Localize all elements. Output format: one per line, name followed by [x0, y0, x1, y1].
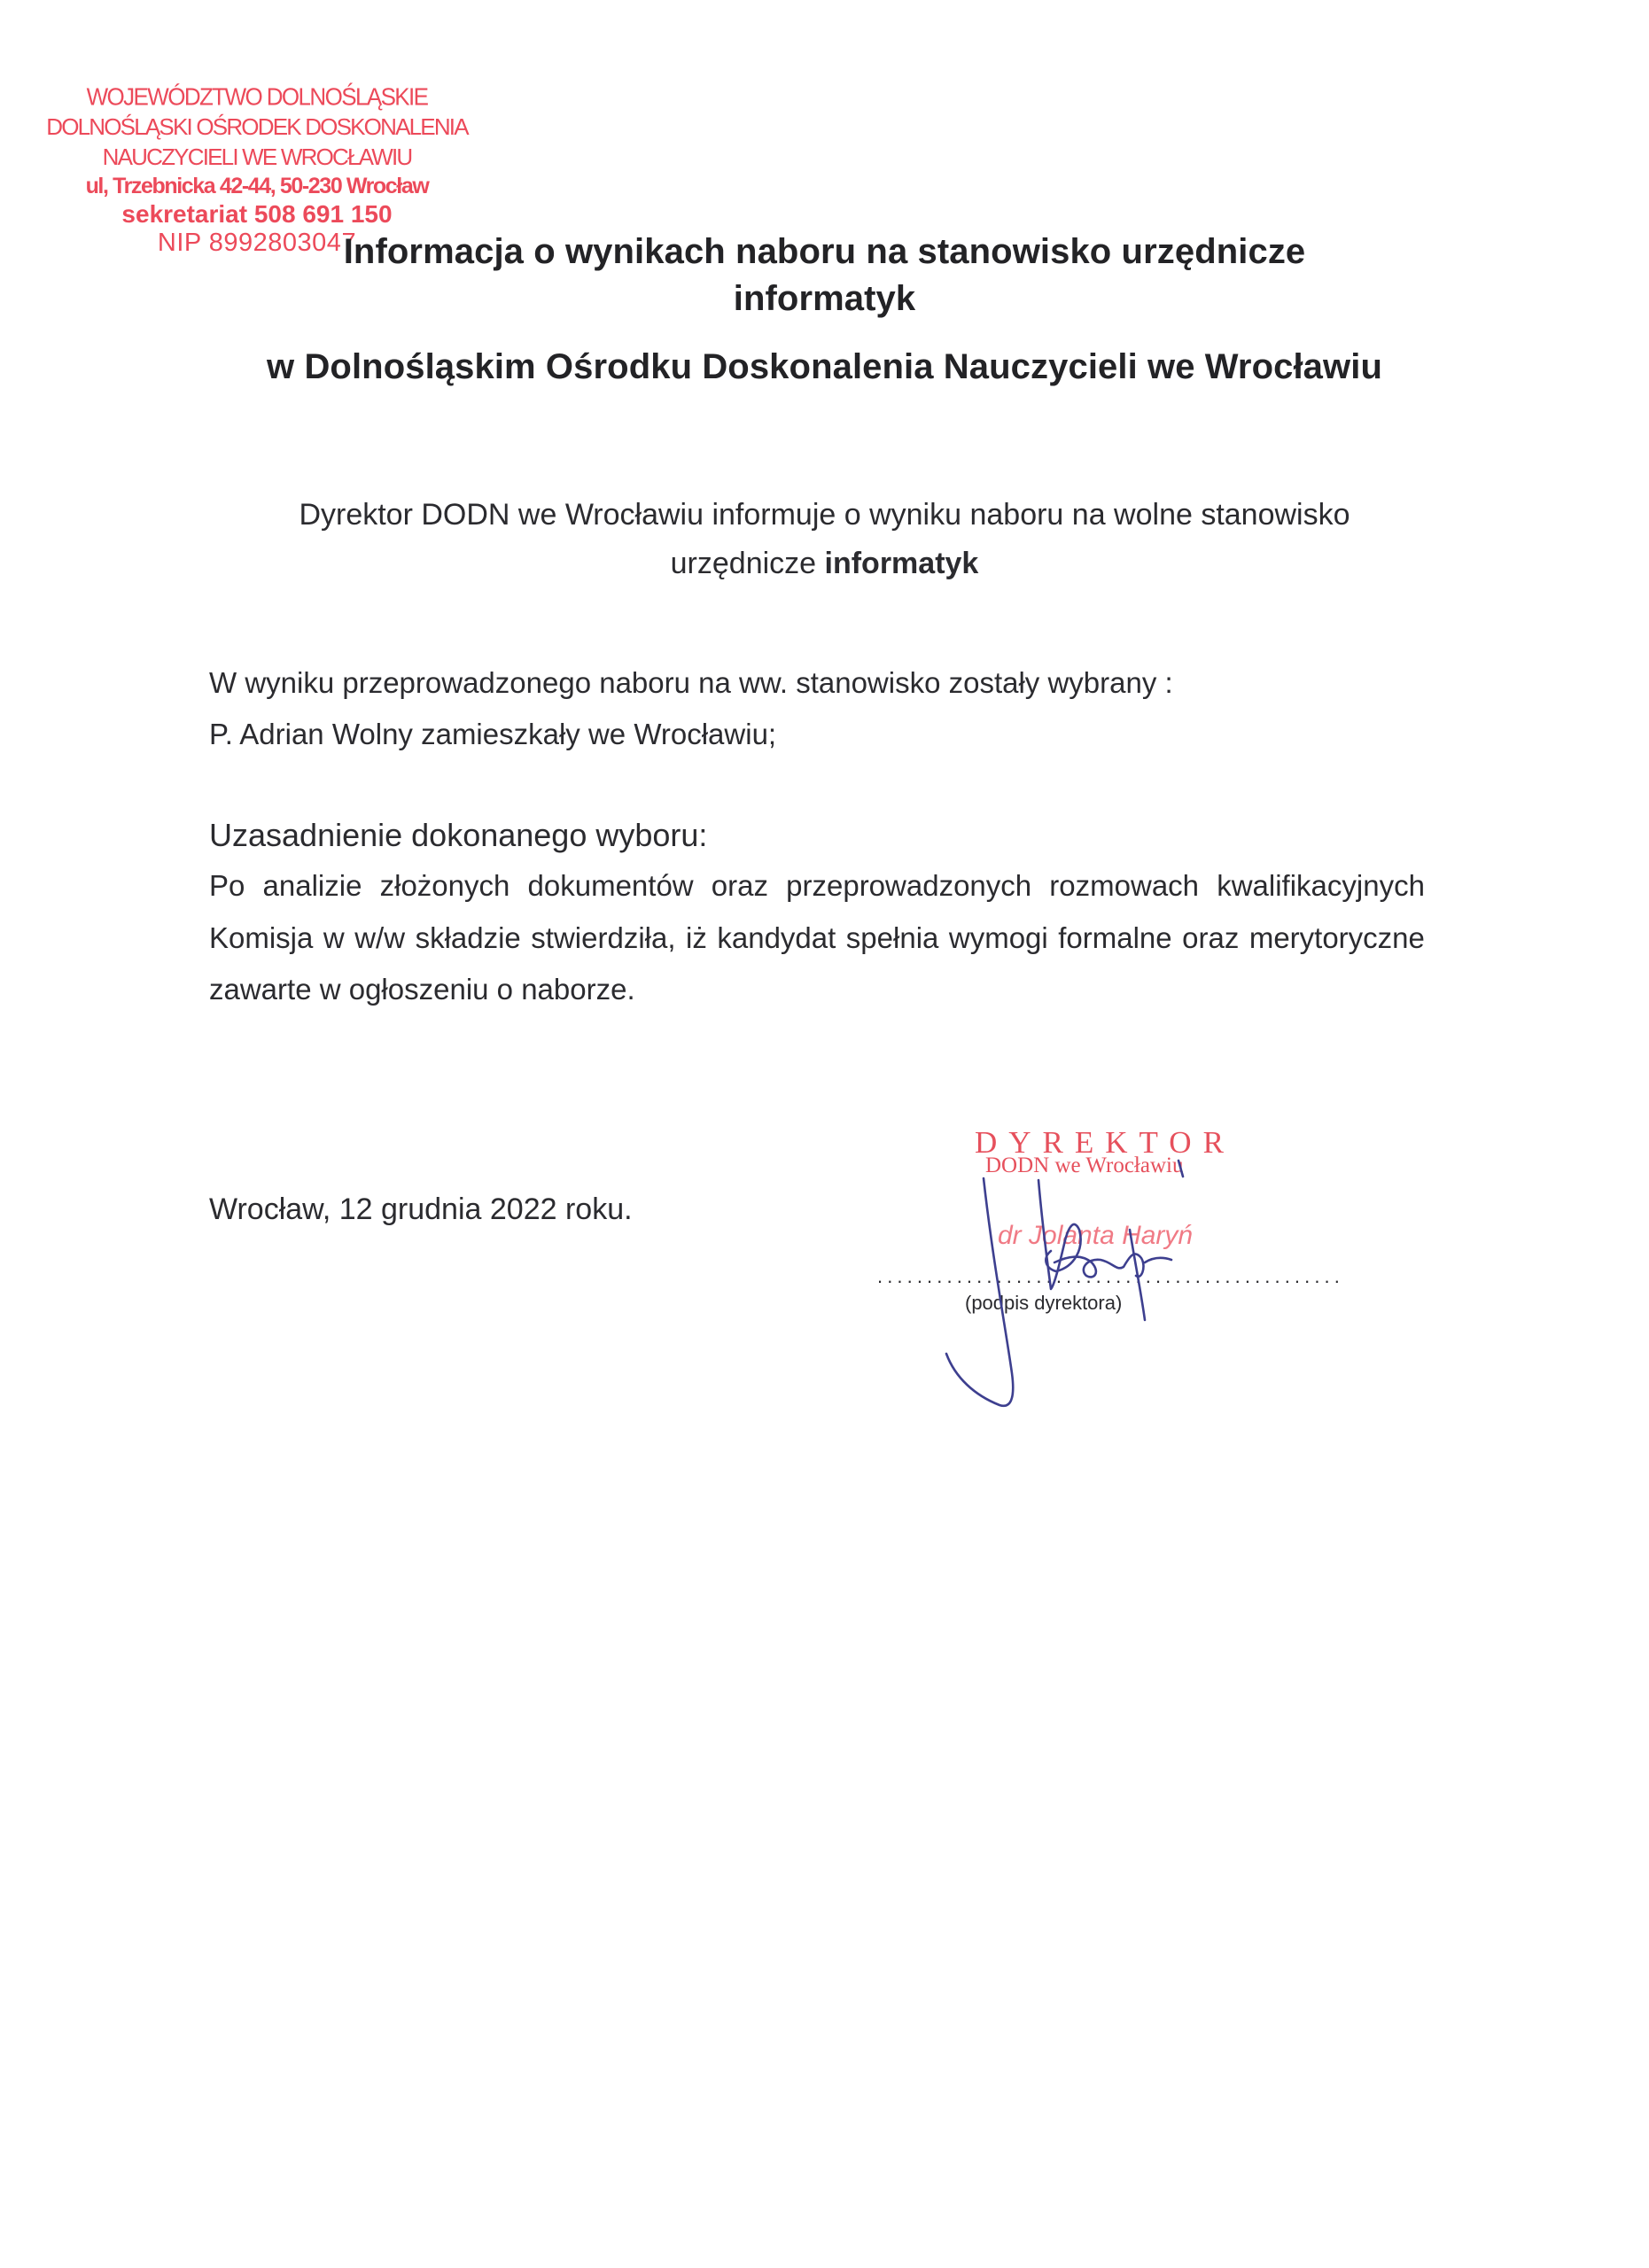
justification-heading: Uzasadnienie dokonanego wyboru:: [209, 817, 708, 853]
stamp-line-institution-cont: NAUCZYCIELI WE WROCŁAWIU: [102, 144, 412, 170]
justification-line3: zawarte w ogłoszeniu o naborze.: [209, 973, 635, 1006]
director-stamp-org: DODN we Wrocławiu: [985, 1153, 1184, 1177]
justification-word: kandydat: [717, 921, 836, 954]
signature-dotted-line: ...............................................: [877, 1265, 1344, 1287]
justification-word: spełnia: [845, 921, 939, 954]
stamp-line-institution: DOLNOŚLĄSKI OŚRODEK DOSKONALENIA: [46, 113, 468, 140]
document-title-line1: Informacja o wynikach naboru na stanowisko urzędnicze: [343, 232, 1306, 271]
intro-position-name: informatyk: [824, 547, 979, 580]
justification-word: w/w: [354, 921, 406, 954]
intro-line2-text: urzędnicze: [670, 547, 825, 580]
document-title-line2: informatyk: [733, 279, 916, 318]
selected-candidate: P. Adrian Wolny zamieszkały we Wrocławiu;: [209, 718, 777, 750]
justification-word: dokumentów: [527, 869, 694, 902]
justification-word: Po: [209, 869, 245, 902]
justification-line2: [209, 921, 1425, 955]
justification-word: wymogi: [948, 921, 1048, 954]
justification-word: stwierdziła,: [531, 921, 676, 954]
justification-word: przeprowadzonych: [786, 869, 1032, 902]
justification-word: rozmowach: [1049, 869, 1200, 902]
justification-word: oraz: [1182, 921, 1240, 954]
result-line1: W wyniku przeprowadzonego naboru na ww. stanowisko zostały wybrany :: [209, 666, 1173, 699]
stamp-line-nip: NIP 8992803047: [157, 229, 357, 257]
justification-word: formalne: [1058, 921, 1172, 954]
director-stamp-title: DYREKTOR: [975, 1125, 1235, 1160]
stamp-line-voivodeship: WOJEWÓDZTWO DOLNOŚLĄSKIE: [86, 82, 428, 111]
director-stamp-name: dr Jolanta Haryń: [998, 1221, 1194, 1250]
stamp-line-phone: sekretariat 508 691 150: [121, 200, 393, 228]
justification-word: iż: [686, 921, 707, 954]
justification-word: analizie: [262, 869, 362, 902]
document-subtitle: w Dolnośląskim Ośrodku Doskonalenia Nauczycieli we Wrocławiu: [267, 347, 1382, 386]
justification-word: składzie: [415, 921, 521, 954]
place-and-date: Wrocław, 12 grudnia 2022 roku.: [209, 1192, 633, 1226]
stamp-line-address: ul, Trzebnicka 42-44, 50-230 Wrocław: [85, 174, 429, 198]
intro-line1: Dyrektor DODN we Wrocławiu informuje o wyniku naboru na wolne stanowisko: [299, 498, 1350, 532]
justification-word: kwalifikacyjnych: [1217, 869, 1425, 902]
justification-word: złożonych: [379, 869, 510, 902]
justification-word: Komisja: [209, 921, 314, 954]
justification-word: merytoryczne: [1248, 921, 1425, 954]
justification-line1: [209, 869, 1425, 903]
justification-word: oraz: [711, 869, 768, 902]
justification-word: w: [323, 921, 345, 954]
intro-line2: [0, 547, 1649, 581]
signature-caption: (podpis dyrektora): [965, 1292, 1123, 1314]
